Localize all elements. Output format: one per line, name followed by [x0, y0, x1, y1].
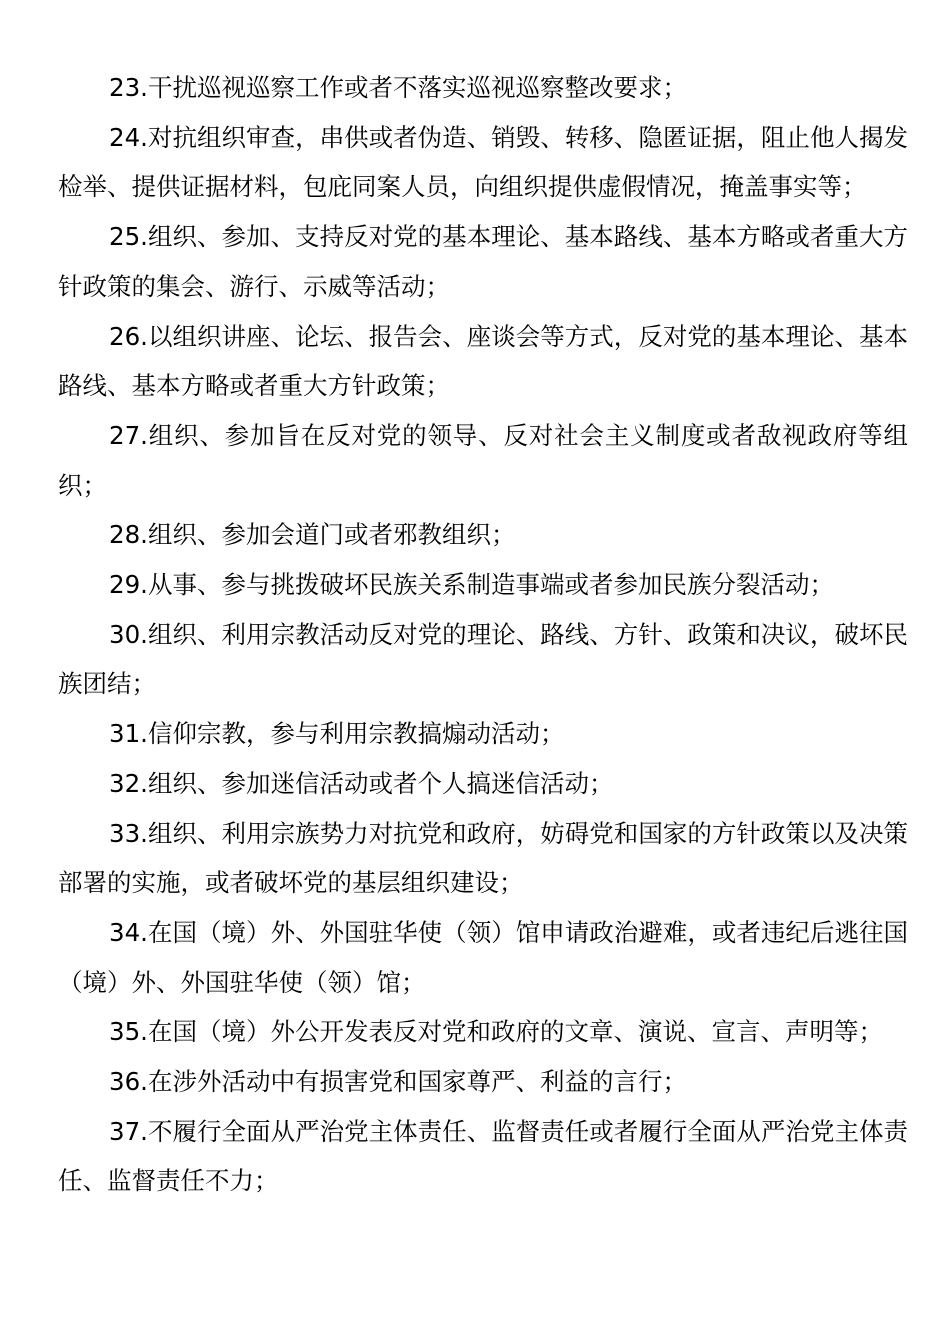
list-item-34: 34.在国（境）外、外国驻华使（领）馆申请政治避难，或者违纪后逃往国（境）外、外国驻华使（领）馆； — [58, 917, 908, 997]
list-item-35: 35.在国（境）外公开发表反对党和政府的文章、演说、宣言、声明等； — [109, 1017, 883, 1047]
list-item-30: 30.组织、利用宗教活动反对党的理论、路线、方针、政策和决议，破坏民族团结； — [58, 619, 908, 699]
list-item-23: 23.干扰巡视巡察工作或者不落实巡视巡察整改要求； — [109, 73, 687, 102]
list-item-24: 24.对抗组织审查，串供或者伪造、销毁、转移、隐匿证据，阻止他人揭发检举、提供证据材料，包庇同案人员，向组织提供虚假情况，掩盖事实等； — [58, 122, 908, 202]
list-item-25: 25.组织、参加、支持反对党的基本理论、基本路线、基本方略或者重大方针政策的集会、游行、示威等活动； — [58, 222, 908, 301]
list-item-37: 37.不履行全面从严治党主体责任、监督责任或者履行全面从严治党主体责任、监督责任不力； — [58, 1116, 908, 1196]
list-item-36: 36.在涉外活动中有损害党和国家尊严、利益的言行； — [109, 1067, 687, 1097]
list-item-31: 31.信仰宗教，参与利用宗教搞煽动活动； — [109, 719, 565, 749]
list-item-26: 26.以组织讲座、论坛、报告会、座谈会等方式，反对党的基本理论、基本路线、基本方略或者重大方针政策； — [58, 321, 908, 401]
list-item-32: 32.组织、参加迷信活动或者个人搞迷信活动； — [109, 768, 614, 798]
list-item-29: 29.从事、参与挑拨破坏民族关系制造事端或者参加民族分裂活动； — [109, 570, 834, 600]
list-item-27: 27.组织、参加旨在反对党的领导、反对社会主义制度或者敌视政府等组织； — [58, 420, 908, 500]
list-item-28: 28.组织、参加会道门或者邪教组织； — [109, 520, 516, 550]
list-item-33: 33.组织、利用宗族势力对抗党和政府，妨碍党和国家的方针政策以及决策部署的实施，或者破坏党的基层组织建设； — [58, 818, 908, 898]
document-body — [58, 63, 908, 1206]
